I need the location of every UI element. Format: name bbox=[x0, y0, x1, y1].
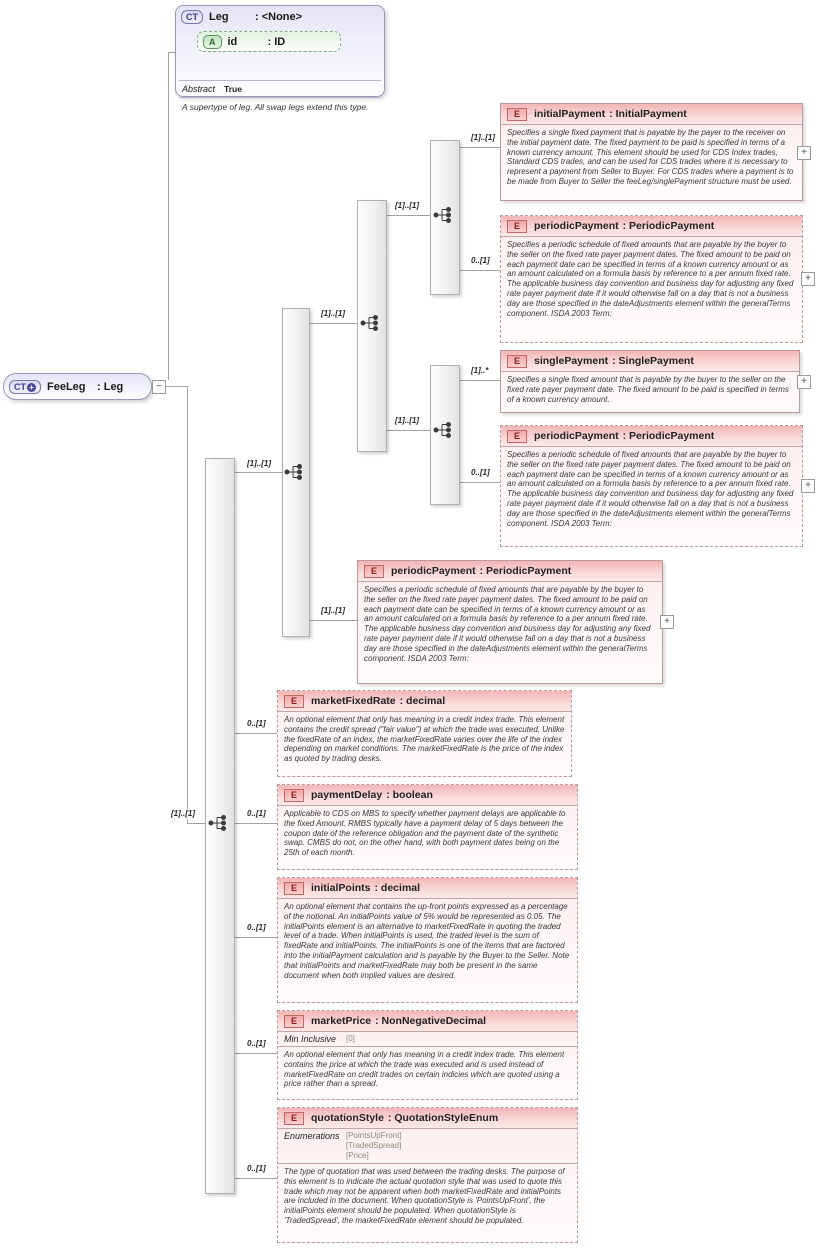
cardinality-label: 0..[1] bbox=[471, 256, 490, 265]
type-base: : <None> bbox=[255, 11, 303, 23]
element-name: paymentDelay bbox=[311, 789, 383, 801]
element-name: marketFixedRate bbox=[311, 695, 396, 707]
complextype-icon: CT bbox=[181, 10, 203, 24]
element-description: An optional element that only has meaning in a credit index trade. This element contains the price at which the trade was executed and is used instead of marketFixedRate on credit trades on certain indicies which are quoted using a price rather than a spread. bbox=[284, 1050, 565, 1089]
element-icon: E bbox=[364, 565, 384, 578]
attribute-type: : ID bbox=[267, 35, 286, 48]
facet-label: Min Inclusive bbox=[284, 1034, 337, 1044]
facet-value: True bbox=[224, 84, 242, 94]
compositor-icon bbox=[207, 814, 231, 832]
element-icon: E bbox=[284, 789, 304, 802]
element-icon: E bbox=[507, 108, 527, 121]
expand-toggle[interactable]: + bbox=[801, 479, 815, 493]
connector-line bbox=[308, 323, 357, 324]
element-type: : NonNegativeDecimal bbox=[375, 1015, 486, 1027]
connector-line bbox=[458, 482, 500, 483]
enumeration-values: [PointsUpFront] [TradedSpread] [Price] bbox=[346, 1131, 402, 1160]
connector-line bbox=[233, 1053, 277, 1054]
expand-toggle[interactable]: + bbox=[797, 375, 811, 389]
connector-line bbox=[385, 430, 430, 431]
connector-line bbox=[187, 386, 188, 823]
element-type: : PeriodicPayment bbox=[479, 565, 572, 577]
root-type-base: : Leg bbox=[97, 381, 124, 393]
cardinality-label: [1]..[1] bbox=[171, 809, 195, 818]
complextype-box-leg[interactable] bbox=[175, 5, 385, 112]
complextype-derived-icon: CT + bbox=[9, 380, 41, 394]
element-name: quotationStyle bbox=[311, 1112, 384, 1124]
element-type: : decimal bbox=[399, 695, 446, 707]
facet-label: Enumerations bbox=[284, 1131, 340, 1141]
element-description: Applicable to CDS on MBS to specify whether payment delays are applicable to the fixed Amount. RMBS typically have a payment delay of 5 days between the coupon date of the reference obligation and the payment date of the synthetic swap. CMBS do not, on the other hand, with both payment dates being on the 25th of each month. bbox=[284, 809, 566, 858]
connector-line bbox=[385, 215, 430, 216]
element-box-singlepayment[interactable] bbox=[500, 350, 800, 413]
connector-line bbox=[187, 823, 205, 824]
cardinality-label: 0..[1] bbox=[247, 809, 266, 818]
element-icon: E bbox=[507, 355, 527, 368]
element-name: initialPayment bbox=[534, 108, 606, 120]
element-name: singlePayment bbox=[534, 355, 609, 367]
element-description: Specifies a single fixed amount that is payable by the buyer to the seller on the fixed rate payer payment date. The fixed amount to be paid is specified in terms of a known currency amount. bbox=[507, 375, 789, 404]
element-box-periodicpayment-3[interactable] bbox=[357, 560, 663, 684]
connector-line bbox=[458, 270, 500, 271]
element-description: Specifies a periodic schedule of fixed amounts that are payable by the buyer to the seller on the fixed rate payer payment dates. The fixed amount to be paid on each payment date can be specified in terms of a known currency amount or as an amount calculated on a formula basis by reference to a per annum fixed rate. The applicable business day convention and business day for adjusting any fixed rate payer payment date if it would otherwise fall on a day that is not a business day are those specified in the dateAdjustments element within the generalTerms component. ISDA 2003 Term: bbox=[507, 240, 794, 318]
element-box-initialpoints[interactable] bbox=[277, 877, 578, 1003]
connector-line bbox=[308, 620, 357, 621]
connector-line bbox=[166, 386, 188, 387]
collapse-toggle[interactable]: − bbox=[152, 380, 166, 394]
element-description: An optional element that contains the up-front points expressed as a percentage of the notional. An initialPoints value of 5% would be represented as 0.05. The initialPoints element is an alternative to marketFixedRate in quoting the traded level of a trade. When initialPoints is used, the traded level is the sum of fixedRate and initialPoints. The initialPoints is one of the items that are factored into the initialPayment calculation and is payable by the Buyer to the Seller. Note that initialPoints and marketFixedRate may both be present in the same document when both implied values are desired. bbox=[284, 902, 570, 980]
element-name: initialPoints bbox=[311, 882, 371, 894]
connector-line bbox=[233, 733, 277, 734]
element-box-paymentdelay[interactable] bbox=[277, 784, 578, 870]
connector-line bbox=[233, 1178, 277, 1179]
element-type: : PeriodicPayment bbox=[622, 430, 715, 442]
element-icon: E bbox=[284, 1112, 304, 1125]
expand-toggle[interactable]: + bbox=[801, 272, 815, 286]
root-type-name: FeeLeg bbox=[47, 381, 86, 393]
attribute-box-id[interactable] bbox=[197, 31, 341, 52]
element-type: : InitialPayment bbox=[609, 108, 687, 120]
type-description: A supertype of leg. All swap legs extend this type. bbox=[182, 102, 369, 112]
expand-toggle[interactable]: + bbox=[797, 146, 811, 160]
element-type: : PeriodicPayment bbox=[622, 220, 715, 232]
compositor-icon bbox=[359, 314, 383, 332]
element-box-marketfixedrate[interactable] bbox=[277, 690, 572, 777]
cardinality-label: [1]..[1] bbox=[471, 133, 495, 142]
element-type: : SinglePayment bbox=[612, 355, 694, 367]
element-name: periodicPayment bbox=[391, 565, 476, 577]
cardinality-label: [1]..[1] bbox=[321, 606, 345, 615]
element-box-initialpayment[interactable] bbox=[500, 103, 803, 201]
element-name: periodicPayment bbox=[534, 220, 619, 232]
cardinality-label: [1]..[1] bbox=[395, 416, 419, 425]
element-icon: E bbox=[284, 695, 304, 708]
connector-line bbox=[233, 937, 277, 938]
element-description: An optional element that only has meaning in a credit index trade. This element contains the credit spread ("fair value") at which the trade was executed. Unlike the fixedRate of an index, the marketFixedRate varies over the life of the index depending on market conditions. The marketFixedRate is the price of the index as quoted by trading desks. bbox=[284, 715, 565, 764]
cardinality-label: 0..[1] bbox=[247, 719, 266, 728]
attribute-name: id bbox=[227, 35, 238, 48]
connector-line bbox=[458, 380, 500, 381]
cardinality-label: 0..[1] bbox=[247, 923, 266, 932]
cardinality-label: [1]..* bbox=[471, 366, 489, 375]
facet-value: [0] bbox=[346, 1034, 355, 1043]
compositor-icon bbox=[432, 206, 456, 224]
cardinality-label: [1]..[1] bbox=[321, 309, 345, 318]
compositor-icon bbox=[432, 421, 456, 439]
facet-label: Abstract bbox=[182, 84, 216, 94]
cardinality-label: [1]..[1] bbox=[247, 459, 271, 468]
element-box-quotationstyle[interactable] bbox=[277, 1107, 578, 1243]
connector-line bbox=[233, 823, 277, 824]
element-icon: E bbox=[507, 430, 527, 443]
compositor-icon bbox=[283, 463, 307, 481]
cardinality-label: 0..[1] bbox=[471, 468, 490, 477]
element-box-periodicpayment-2[interactable] bbox=[500, 425, 803, 547]
expand-toggle[interactable]: + bbox=[660, 615, 674, 629]
element-description: Specifies a periodic schedule of fixed amounts that are payable by the buyer to the seller on the fixed rate payer payment dates. The fixed amount to be paid on each payment date can be specified in terms of a known currency amount or as an amount calculated on a formula basis by reference to a per annum fixed rate. The applicable business day convention and business day for adjusting any fixed rate payer payment date if it would otherwise fall on a day that is not a business day are those specified in the dateAdjustments element within the generalTerms component. ISDA 2003 Term: bbox=[507, 450, 794, 528]
element-icon: E bbox=[507, 220, 527, 233]
element-name: marketPrice bbox=[311, 1015, 372, 1027]
element-icon: E bbox=[284, 882, 304, 895]
attribute-icon: A bbox=[203, 35, 222, 49]
element-box-periodicpayment-1[interactable] bbox=[500, 215, 803, 343]
connector-line bbox=[458, 147, 500, 148]
element-type: : boolean bbox=[386, 789, 433, 801]
complextype-box-feeleg[interactable] bbox=[3, 373, 152, 400]
connector-line bbox=[168, 52, 169, 380]
cardinality-label: [1]..[1] bbox=[395, 201, 419, 210]
cardinality-label: 0..[1] bbox=[247, 1039, 266, 1048]
element-description: Specifies a single fixed payment that is payable by the payer to the receiver on the initial payment date. The fixed payment to be paid is specified in terms of a known currency amount. This element should be used for CDS Index trades, Standard CDS trades, and can be used for CDS trades where it is necessary to represent a payment from Seller to Buyer. For CDS trades where a payment is to be made from Buyer to Seller the feeLeg/singlePayment structure must be used. bbox=[507, 128, 794, 186]
element-name: periodicPayment bbox=[534, 430, 619, 442]
element-description: The type of quotation that was used between the trading desks. The purpose of this element is to indicate the actual quotation style that was used to quote this trade which may not be apparent when both marketFixedRate and initialPoints are included in the document. When quotationStyle is 'PointsUpFront', the initialPoints element should be populated. When quotationStyle is 'TradedSpread', the marketFixedRate element should be populated. bbox=[284, 1167, 565, 1225]
type-name: Leg bbox=[209, 11, 229, 23]
element-type: : QuotationStyleEnum bbox=[387, 1112, 499, 1124]
element-description: Specifies a periodic schedule of fixed amounts that are payable by the buyer to the seller on the fixed rate payer payment dates. The fixed amount to be paid on each payment date can be specified in terms of a known currency amount or as an amount calculated on a formula basis by reference to a per annum fixed rate. The applicable business day convention and business day for adjusting any fixed rate payer payment date if it would otherwise fall on a day that is not a business day are those specified in the dateAdjustments element within the generalTerms component. ISDA 2003 Term: bbox=[364, 585, 651, 663]
element-icon: E bbox=[284, 1015, 304, 1028]
element-type: : decimal bbox=[374, 882, 421, 894]
element-box-marketprice[interactable] bbox=[277, 1010, 578, 1100]
connector-line bbox=[233, 472, 282, 473]
cardinality-label: 0..[1] bbox=[247, 1164, 266, 1173]
plus-icon: + bbox=[27, 383, 36, 392]
